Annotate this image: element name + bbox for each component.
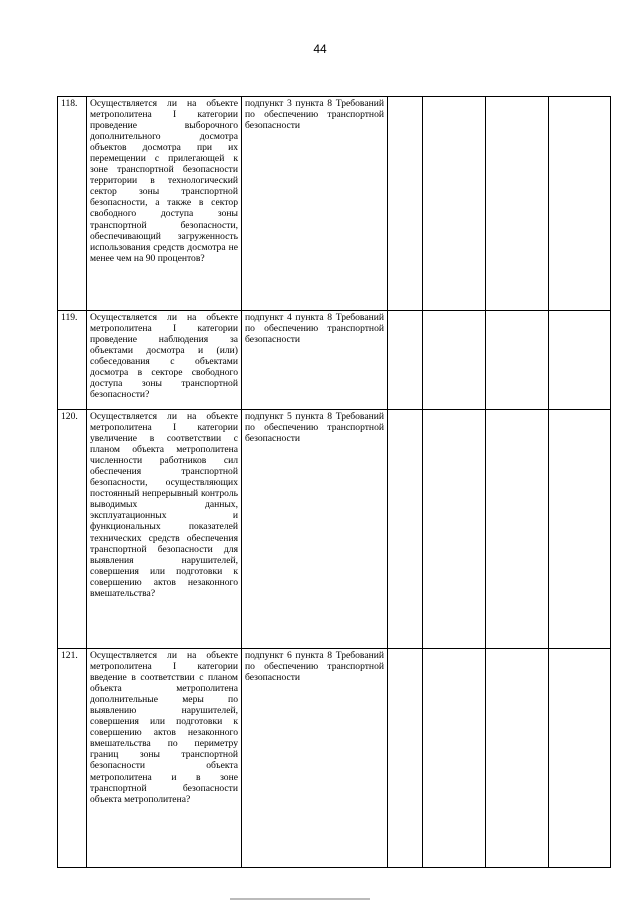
answer-cell xyxy=(549,410,611,649)
answer-cell xyxy=(423,97,486,311)
reference-cell: подпункт 6 пункта 8 Требований по обеспечению транспортной безопасности xyxy=(242,649,388,868)
row-number: 119. xyxy=(58,311,87,410)
answer-cell xyxy=(549,311,611,410)
answer-cell xyxy=(486,410,549,649)
table-row xyxy=(58,97,611,311)
answer-cell xyxy=(423,410,486,649)
answer-cell xyxy=(388,97,423,311)
question-cell: Осуществляется ли на объекте метрополитена I категории введение в соответствии с планом объекта метрополитена дополнительные меры по выявлению нарушителей, совершения или подготовки к совершению актов незаконного вмешательства по периметру границ зоны транспортной безопасности объекта метрополитена и в зоне транспортной безопасности объекта метрополитена? xyxy=(87,649,242,868)
table-row xyxy=(58,410,611,649)
answer-cell xyxy=(549,649,611,868)
question-cell: Осуществляется ли на объекте метрополитена I категории проведение выборочного дополнительного досмотра объектов досмотра при их перемещении с прилегающей к зоне транспортной безопасности территории в технологический сектор зоны транспортной безопасности, а также в сектор свободного доступа зоны транспортной безопасности, обеспечивающий загруженность использования средств досмотра не менее чем на 90 процентов? xyxy=(87,97,242,311)
question-cell: Осуществляется ли на объекте метрополитена I категории проведение наблюдения за объектами досмотра и (или) собеседования с объектами досмотра в секторе свободного доступа зоны транспортной безопасности? xyxy=(87,311,242,410)
table-row xyxy=(58,649,611,868)
page-number: 44 xyxy=(313,42,327,56)
row-number: 120. xyxy=(58,410,87,649)
answer-cell xyxy=(486,311,549,410)
reference-cell: подпункт 3 пункта 8 Требований по обеспечению транспортной безопасности xyxy=(242,97,388,311)
answer-cell xyxy=(388,311,423,410)
question-cell: Осуществляется ли на объекте метрополитена I категории увеличение в соответствии с планом объекта метрополитена численности работников сил обеспечения транспортной безопасности, осуществляющих постоянный непрерывный контроль выводимых данных, эксплуатационных и функциональных показателей технических средств обеспечения транспортной безопасности для выявления нарушителей, совершения или подготовки к совершению актов незаконного вмешательства? xyxy=(87,410,242,649)
answer-cell xyxy=(423,649,486,868)
answer-cell xyxy=(388,649,423,868)
row-number: 118. xyxy=(58,97,87,311)
table-row xyxy=(58,311,611,410)
scan-edge-mark xyxy=(230,898,370,900)
reference-cell: подпункт 4 пункта 8 Требований по обеспечению транспортной безопасности xyxy=(242,311,388,410)
answer-cell xyxy=(423,311,486,410)
answer-cell xyxy=(388,410,423,649)
checklist-table xyxy=(57,96,611,868)
answer-cell xyxy=(486,97,549,311)
answer-cell xyxy=(486,649,549,868)
reference-cell: подпункт 5 пункта 8 Требований по обеспечению транспортной безопасности xyxy=(242,410,388,649)
answer-cell xyxy=(549,97,611,311)
row-number: 121. xyxy=(58,649,87,868)
